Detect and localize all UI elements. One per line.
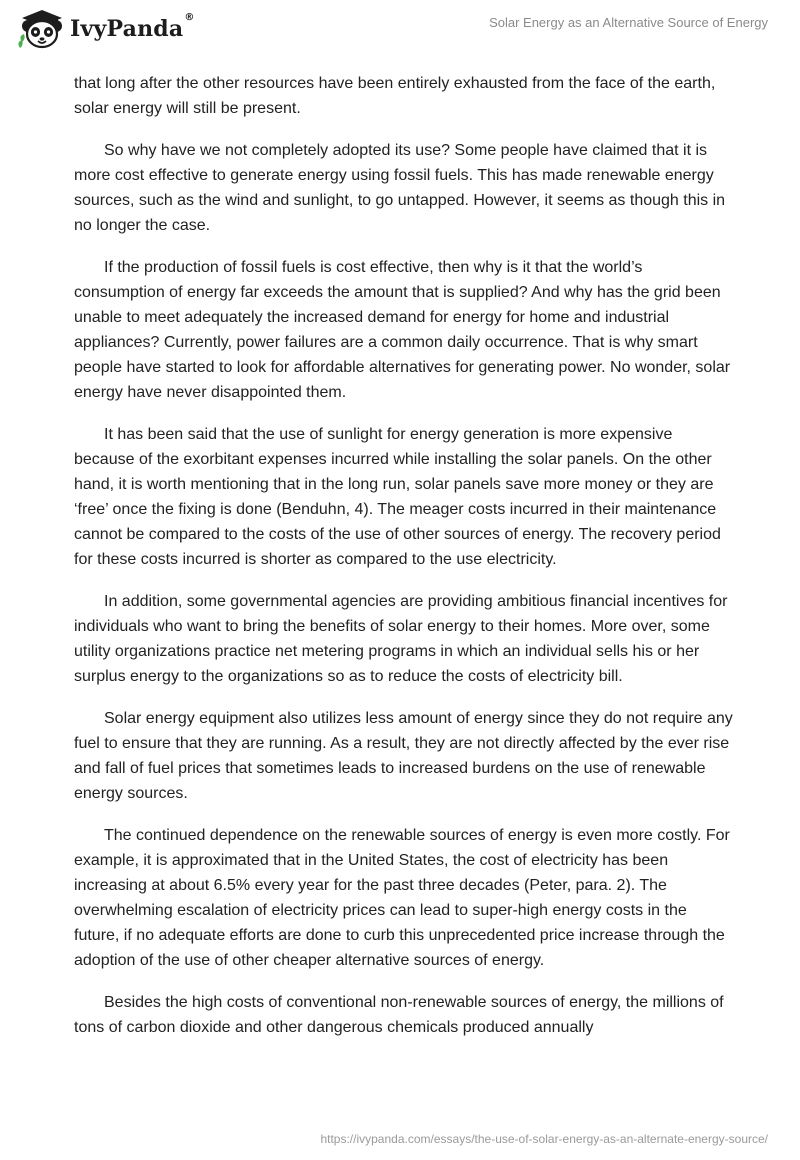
paragraph: The continued dependence on the renewable sources of energy is even more costly. For example, it is approximated that in the United States, the cost of electricity has been increasing at about 6.5% every year for the past three decades (Peter, para. 2). The overwhelming escalation of electricity prices can lead to super-high energy costs in the future, if no adequate efforts are done to curb this unprecedented price increase through the adoption of the use of other cheaper alternative sources of energy. [74, 827, 730, 969]
paragraph: that long after the other resources have been entirely exhausted from the face of the earth, solar energy will still be present. [74, 75, 716, 117]
paragraph: It has been said that the use of sunlight for energy generation is more expensive because of the exorbitant expenses incurred while installing the solar panels. On the other hand, it is worth mentioning that in the long run, solar panels save more money or they are ‘free’ once the fixing is done (Benduhn, 4). The meager costs incurred in their maintenance cannot be compared to the costs of the use of other sources of energy. The recovery period for these costs incurred is shorter as compared to the use electricity. [74, 426, 721, 568]
document-title: Solar Energy as an Alternative Source of Energy [489, 15, 768, 30]
logo-text: IvyPanda [70, 16, 184, 42]
paragraph: So why have we not completely adopted its use? Some people have claimed that it is more cost effective to generate energy using fossil fuels. This has made renewable energy sources, such as the wind and sunlight, to go untapped. However, it seems as though this in no longer the case. [74, 142, 726, 234]
registered-mark: ® [184, 12, 195, 23]
page-header [0, 0, 800, 64]
paragraph: If the production of fossil fuels is cost effective, then why is it that the world’s consumption of energy far exceeds the amount that is supplied? And why has the grid been unable to meet adequately the increased demand for energy for home and industrial appliances? Currently, power failures are a common daily occurrence. That is why smart people have started to look for affordable alternatives for generating power. No wonder, solar energy have never disappointed them. [74, 259, 731, 401]
essay-body [74, 71, 734, 1057]
paragraph: Besides the high costs of conventional non-renewable sources of energy, the millions of tons of carbon dioxide and other dangerous chemicals produced annually [74, 994, 724, 1036]
ivypanda-logo[interactable] [16, 8, 195, 50]
logo-wordmark [70, 12, 195, 42]
paragraph: Solar energy equipment also utilizes less amount of energy since they do not require any fuel to ensure that they are running. As a result, they are not directly affected by the ever rise and fall of fuel prices that sometimes leads to increased burdens on the use of renewable energy sources. [74, 710, 733, 802]
panda-logo-icon [16, 8, 64, 50]
source-url[interactable]: https://ivypanda.com/essays/the-use-of-solar-energy-as-an-alternate-energy-source/ [320, 1132, 768, 1146]
paragraph: In addition, some governmental agencies are providing ambitious financial incentives for individuals who want to bring the benefits of solar energy to their homes. More over, some utility organizations practice net metering programs in which an individual sells his or her surplus energy to the organizations so as to reduce the costs of electricity bill. [74, 593, 728, 685]
